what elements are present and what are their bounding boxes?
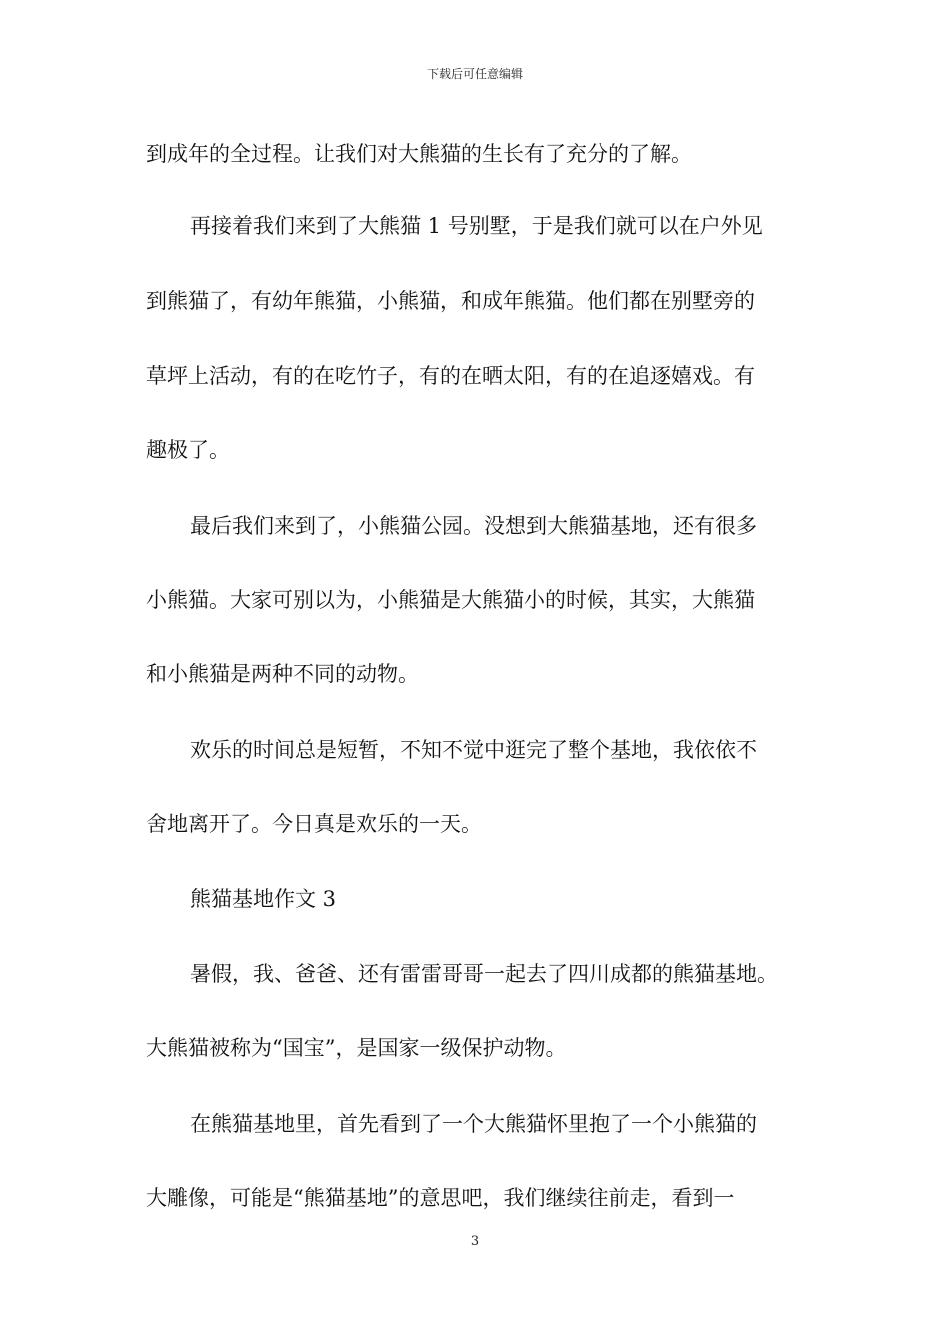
text-line: 趣极了。 xyxy=(146,438,230,462)
text-line: 到成年的全过程。让我们对大熊猫的生长有了充分的了解。 xyxy=(146,142,692,166)
text-line: 和小熊猫是两种不同的动物。 xyxy=(146,662,419,686)
text-line: 到熊猫了，有幼年熊猫，小熊猫，和成年熊猫。他们都在别墅旁的 xyxy=(146,289,755,313)
text-line: 舍地离开了。今日真是欢乐的一天。 xyxy=(146,812,482,836)
text-line: 大熊猫被称为“国宝”，是国家一级保护动物。 xyxy=(146,1036,567,1060)
text-line: 暑假，我、爸爸、还有雷雷哥哥一起去了四川成都的熊猫基地。 xyxy=(190,962,778,986)
text-line: 欢乐的时间总是短暂，不知不觉中逛完了整个基地，我依依不 xyxy=(190,738,757,762)
text-line: 最后我们来到了，小熊猫公园。没想到大熊猫基地，还有很多 xyxy=(190,514,757,538)
text-line: 小熊猫。大家可别以为，小熊猫是大熊猫小的时候，其实，大熊猫 xyxy=(146,588,755,612)
text-line: 再接着我们来到了大熊猫 1 号别墅，于是我们就可以在户外见 xyxy=(190,214,763,238)
page-header: 下载后可任意编辑 xyxy=(426,67,523,81)
text-line: 在熊猫基地里，首先看到了一个大熊猫怀里抱了一个小熊猫的 xyxy=(190,1112,757,1136)
page-number: 3 xyxy=(470,1234,480,1249)
section-heading: 熊猫基地作文 3 xyxy=(190,887,337,911)
text-line: 大雕像，可能是“熊猫基地”的意思吧，我们继续往前走，看到一 xyxy=(146,1186,735,1210)
text-line: 草坪上活动，有的在吃竹子，有的在晒太阳，有的在追逐嬉戏。有 xyxy=(146,364,755,388)
